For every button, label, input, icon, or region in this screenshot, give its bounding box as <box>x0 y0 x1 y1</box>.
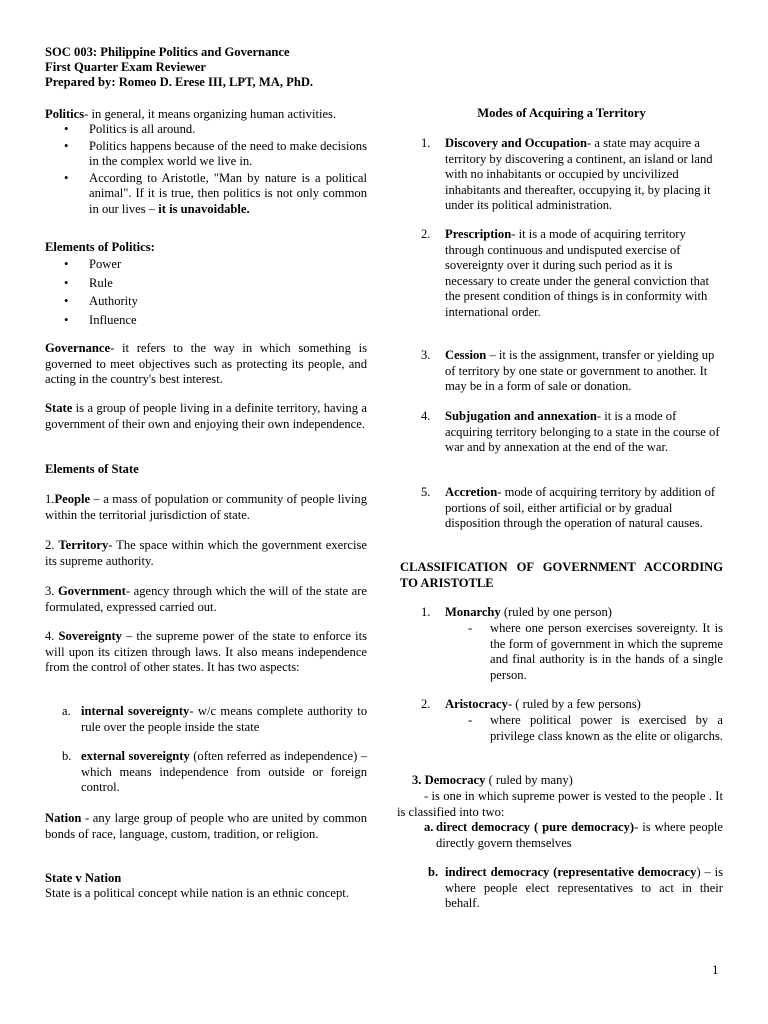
elements-state-heading: Elements of State <box>45 462 139 476</box>
list-item: • Politics is all around. <box>45 122 367 138</box>
page-number: 1 <box>712 962 719 977</box>
state-term: State <box>45 401 73 415</box>
aspect-b-text <box>81 749 367 796</box>
mode-def: – it is the assignment, transfer or yielding up of territory by one state or government to another. It may be in a form of sale or donation. <box>445 348 715 393</box>
element-people <box>45 492 367 523</box>
mode-text <box>445 409 723 456</box>
sovereignty-term: Sovereignty <box>58 629 122 643</box>
mode-item-3 <box>400 348 723 395</box>
elements-politics-list <box>45 255 367 329</box>
democracy-direct <box>424 820 723 851</box>
government-term: Government <box>58 584 126 598</box>
list-item: • Authority <box>45 292 367 311</box>
mode-text <box>445 485 723 532</box>
item-number: 4. <box>421 409 431 423</box>
direct-def: - is where people directly govern themselves <box>436 820 724 850</box>
mode-term: Subjugation and annexation <box>445 409 597 423</box>
nation-def: - any large group of people who are united by common bonds of race, language, custom, tradition, or religion. <box>45 811 367 841</box>
aspect-a-term: internal sovereignty <box>81 704 190 718</box>
democracy-paren: ( ruled by many) <box>485 773 573 787</box>
state-v-nation-text: State is a political concept while nation is an ethnic concept. <box>45 886 349 900</box>
sub-label: b. <box>428 865 439 879</box>
list-item: • Influence <box>45 311 367 330</box>
exam-title: First Quarter Exam Reviewer <box>45 60 206 74</box>
sovereignty-aspect-a <box>62 704 367 735</box>
bullet-text: According to Aristotle, "Man by nature is a political animal". If it is true, then politics is not only common in our lives – <box>89 170 367 216</box>
element-sovereignty <box>45 629 367 676</box>
territory-term: Territory <box>58 538 109 552</box>
item-number: 1. <box>45 492 55 506</box>
politics-term: Politics <box>45 107 85 121</box>
dash-marker: - <box>468 621 473 635</box>
item-number: 1. <box>421 605 431 619</box>
author-line: Prepared by: Romeo D. Erese III, LPT, MA, PhD. <box>45 75 314 89</box>
aspect-b-def: (often referred as independence) – which means independence from outside or foreign control. <box>81 749 367 794</box>
element-government <box>45 584 367 615</box>
mode-def: - it is a mode of acquiring territory belonging to a state in the course of war and by annexation at the end of the war. <box>445 409 720 454</box>
state-definition <box>45 401 367 432</box>
direct-text <box>436 820 723 851</box>
elements-politics-heading: Elements of Politics: <box>45 240 155 254</box>
democracy-label: 3. Democracy <box>412 773 486 787</box>
mode-text <box>445 348 723 395</box>
mode-term: Prescription <box>445 227 512 241</box>
governance-definition <box>45 341 367 388</box>
mode-item-4 <box>400 409 723 456</box>
mode-item-5 <box>400 485 723 532</box>
item-number: 2. <box>421 227 431 241</box>
mode-text <box>445 227 723 320</box>
list-item: • Power <box>45 255 367 274</box>
politics-definition <box>45 107 367 123</box>
indirect-def: ) – is where people elect representatives to act in their behalf. <box>445 865 724 910</box>
aristocracy-paren: - ( ruled by a few persons) <box>507 697 641 711</box>
list-item <box>45 171 367 218</box>
aristocracy-desc: where political power is exercised by a privilege class known as the elite or oligarchs. <box>490 713 723 743</box>
mode-def: - mode of acquiring territory by addition of portions of soil, either artificial or by gradual disposition through the operation of natural causes. <box>445 485 716 530</box>
mode-term: Discovery and Occupation <box>445 136 588 150</box>
people-def: – a mass of population or community of people living within the territorial jurisdiction of state. <box>45 492 367 522</box>
mode-item-1 <box>400 136 723 214</box>
state-v-nation-heading: State v Nation <box>45 871 122 885</box>
democracy-desc: - is one in which supreme power is vested to the people . It is classified into two: <box>397 789 723 819</box>
state-def: is a group of people living in a definite territory, having a government of their own and enjoying their own independence. <box>45 401 367 431</box>
aristocracy-title <box>445 697 723 713</box>
democracy-title <box>412 773 573 789</box>
territory-def: - The space within which the government exercise its supreme authority. <box>45 538 367 568</box>
people-term: People <box>54 492 91 506</box>
aspect-label: b. <box>62 749 72 763</box>
item-number: 4. <box>45 629 59 643</box>
indirect-term: indirect democracy (representative democracy <box>445 865 697 879</box>
democracy-indirect <box>424 865 723 912</box>
monarchy-paren: (ruled by one person) <box>500 605 612 619</box>
indirect-text <box>445 865 723 912</box>
item-number: 3. <box>421 348 431 362</box>
monarchy-title <box>445 605 723 621</box>
item-number: 2. <box>421 697 431 711</box>
bullet-text: Politics happens because of the need to make decisions in the complex world we live in. <box>89 138 367 168</box>
list-item <box>45 139 367 170</box>
governance-def: - it refers to the way in which something is governed to meet objectives such as protecting its people, and acting in the country's best interest. <box>45 341 367 386</box>
nation-definition <box>45 811 367 842</box>
element-territory <box>45 538 367 569</box>
item-number: 2. <box>45 538 59 552</box>
sovereignty-aspect-b <box>62 749 367 796</box>
modes-heading: Modes of Acquiring a Territory <box>477 106 646 120</box>
sovereignty-def: – the supreme power of the state to enforce its will upon its citizen through laws. It also means independence from the control of other states. It has two aspects: <box>45 629 368 674</box>
government-def: - agency through which the will of the state are formulated, expressed carried out. <box>45 584 368 614</box>
aristocracy-item <box>400 697 723 713</box>
mode-term: Cession <box>445 348 487 362</box>
aspect-a-text <box>81 704 367 735</box>
aspect-a-def: - w/c means complete authority to rule over the people inside the state <box>81 704 367 734</box>
aristocracy-term: Aristocracy <box>445 697 508 711</box>
monarchy-item <box>400 605 723 621</box>
mode-term: Accretion <box>445 485 498 499</box>
mode-def: - a state may acquire a territory by discovering a continent, an island or land with no inhabitants or occupied by uncivilized inhabitants and thereafter, occupying it, by placing it under its political administration. <box>445 136 713 212</box>
aspect-b-term: external sovereignty <box>81 749 190 763</box>
classification-heading: CLASSIFICATION OF GOVERNMENT ACCORDING TO ARISTOTLE <box>400 560 723 590</box>
monarchy-desc: where one person exercises sovereignty. It is the form of government in which the supreme and final authority is in the hands of a single person. <box>490 621 723 682</box>
politics-bullet-list <box>45 122 367 217</box>
nation-term: Nation <box>45 811 82 825</box>
item-number: 3. <box>45 584 59 598</box>
direct-term: direct democracy ( pure democracy) <box>436 820 635 834</box>
sub-label: a. <box>424 820 434 834</box>
politics-def: - in general, it means organizing human activities. <box>84 107 337 121</box>
mode-item-2 <box>400 227 723 320</box>
mode-def: - it is a mode of acquiring territory through continuous and undisputed exercise of sovereignty over it during such period as it is necessary to create under the general conviction that the present condition of things is in conformity with international order. <box>445 227 709 319</box>
governance-term: Governance <box>45 341 111 355</box>
item-number: 1. <box>421 136 431 150</box>
mode-text <box>445 136 723 214</box>
list-item: • Rule <box>45 274 367 293</box>
aspect-label: a. <box>62 704 71 718</box>
bullet-emphasis: it is unavoidable. <box>158 201 250 216</box>
document-header <box>45 45 313 90</box>
course-title: SOC 003: Philippine Politics and Governance <box>45 45 290 59</box>
item-number: 5. <box>421 485 431 499</box>
dash-marker: - <box>468 713 473 727</box>
monarchy-term: Monarchy <box>445 605 501 619</box>
